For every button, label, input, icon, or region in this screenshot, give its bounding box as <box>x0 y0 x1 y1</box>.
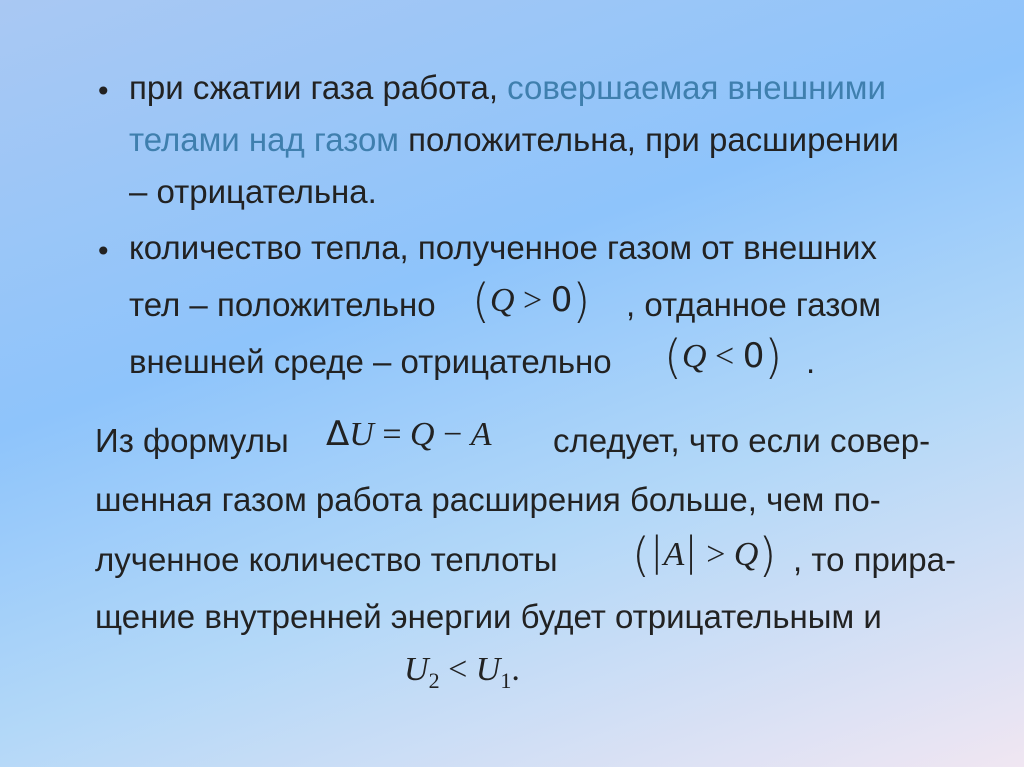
bullet1-line1-text: при сжатии газа работа, <box>129 69 508 106</box>
bullet1-line2-highlight: телами над газом <box>129 121 399 158</box>
formula-u2-less-u1: $U_2 < U_1$. <box>404 651 520 693</box>
bullet2-line1-text: количество тепла, полученное газом от внешних <box>129 229 877 266</box>
bullet2-line1 <box>129 228 877 268</box>
formula-delta-u: ΔU = Q − A <box>326 414 492 454</box>
bullet2-line2-tail-text: , отданное газом <box>626 286 882 323</box>
paragraph-line1-start: Из формулы <box>95 422 289 459</box>
formula-abs-a: (|A| > Q) <box>632 528 777 582</box>
bullet1-line1 <box>129 68 886 108</box>
bullet2-line3-text: внешней среде – отрицательно <box>129 343 612 380</box>
bullet1-line3 <box>129 172 377 212</box>
formula-q-positive: (Q > 0) <box>472 274 591 328</box>
bullet1-line1-highlight: совершаемая внешними <box>507 69 886 106</box>
bullet2-line2 <box>129 285 436 325</box>
bullet-dot-1: • <box>95 75 112 108</box>
bullet1-line2 <box>129 120 899 160</box>
paragraph-line4: щение внутренней энергии будет отрицательным и <box>95 598 882 635</box>
paragraph-line2: шенная газом работа расширения больше, чем по- <box>95 481 881 518</box>
bullet2-line3 <box>129 342 612 382</box>
bullet-dot-2: • <box>95 235 112 268</box>
bullet2-line3-dot: . <box>806 343 816 380</box>
bullet1-line2-text: положительна, при расширении <box>399 121 899 158</box>
paragraph-line1-end: следует, что если совер- <box>553 422 931 459</box>
bullet2-line2-tail <box>626 285 881 325</box>
paragraph-line3-end: , то прира- <box>793 541 956 578</box>
bullet2-line2-text: тел – положительно <box>129 286 436 323</box>
formula-q-negative: (Q < 0) <box>664 330 783 384</box>
paragraph-line3-start: лученное количество теплоты <box>95 541 558 578</box>
bullet1-line3-text: – отрицательна. <box>129 173 377 210</box>
